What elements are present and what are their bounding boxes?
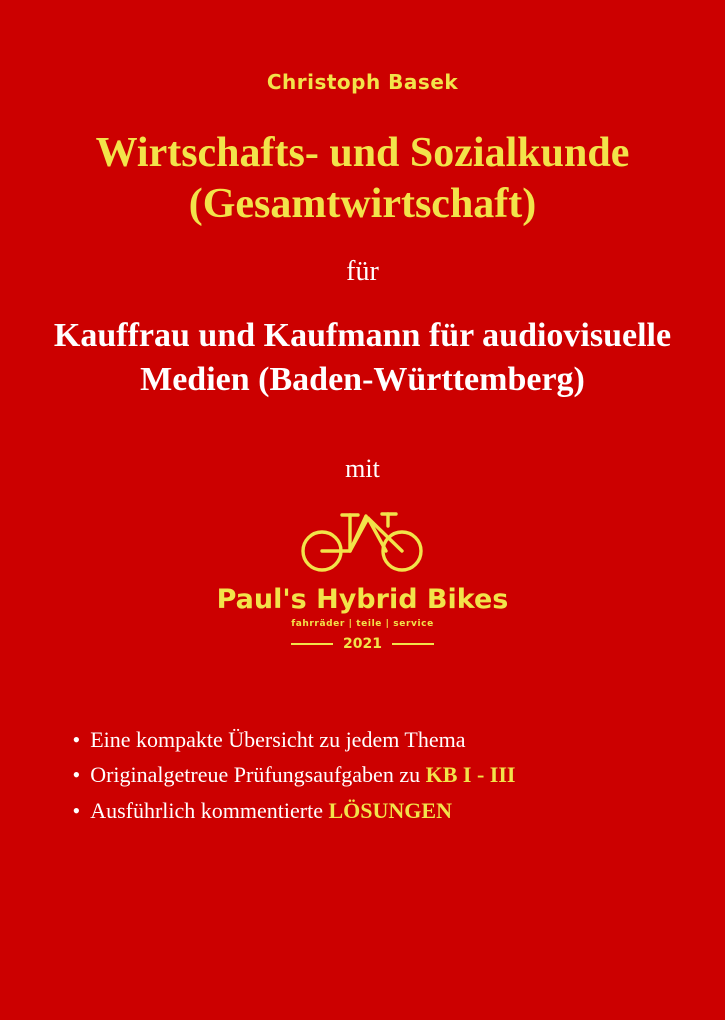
brand-year: 2021 [343, 635, 382, 652]
brand-tagline: fahrräder | teile | service [291, 618, 434, 629]
list-item [73, 724, 653, 756]
brand-name: Paul's Hybrid Bikes [216, 583, 509, 615]
list-item-text: Originalgetreue Prüfungsaufgaben zu KB I - III [90, 762, 516, 788]
bicycle-icon [298, 490, 428, 580]
list-item-highlight: LÖSUNGEN [328, 798, 452, 824]
brand-year-row [291, 636, 434, 652]
connector-fuer: für [346, 256, 379, 288]
author-name: Christoph Basek [266, 70, 459, 94]
rule-left [291, 643, 333, 645]
list-item-text: Eine kompakte Übersicht zu jedem Thema [90, 726, 466, 752]
bullet-dot-icon: • [72, 762, 81, 788]
page-title: Wirtschafts- und Sozialkunde (Gesamtwirtschaft) [95, 130, 630, 228]
list-item [73, 759, 653, 791]
bullet-dot-icon: • [72, 726, 81, 752]
list-item-text: Ausführlich kommentierte LÖSUNGEN [90, 798, 452, 824]
publisher-logo [217, 490, 509, 652]
connector-mit: mit [345, 453, 380, 483]
list-item-highlight: KB I - III [425, 762, 516, 788]
rule-right [392, 643, 434, 645]
feature-list [73, 724, 653, 828]
page-subtitle: Kauffrau und Kaufmann für audiovisuelle Medien (Baden-Württemberg) [53, 317, 672, 398]
list-item [73, 795, 653, 827]
bullet-dot-icon: • [72, 798, 81, 824]
